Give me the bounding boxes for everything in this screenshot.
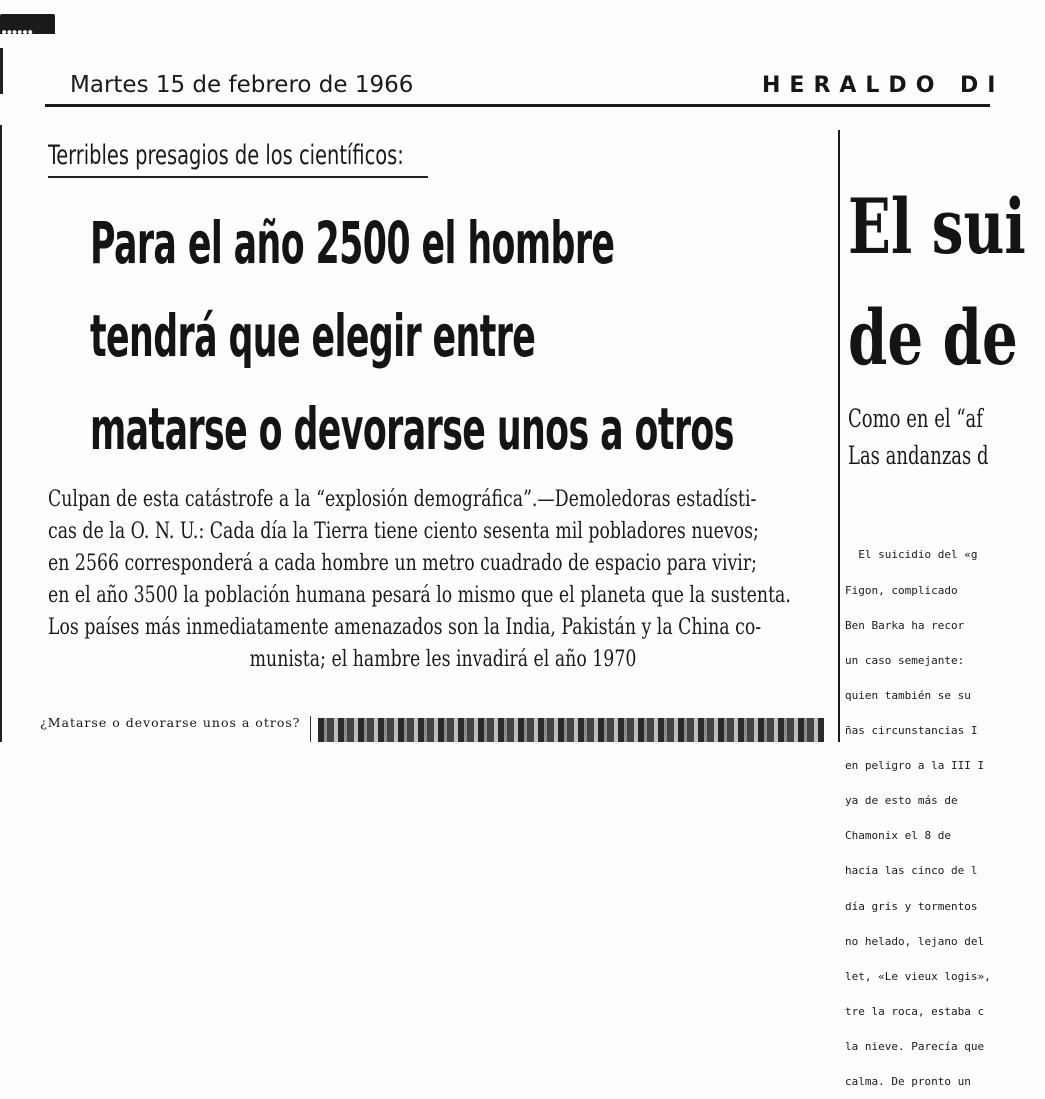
section-divider [838, 130, 840, 742]
side-body-line: let, «Le vieux logis», [845, 969, 991, 983]
side-body-line: en peligro a la III I [845, 759, 985, 773]
side-body-line: ya de esto más de [845, 794, 965, 808]
margin-tick [0, 48, 3, 94]
side-body-line: un caso semejante: [845, 653, 965, 667]
deck-line-2: cas de la O. N. U.: Cada día la Tierra tiene ciento sesenta mil pobladores nuevos; [48, 518, 759, 544]
left-edge-rule [0, 125, 2, 742]
side-deck-line-1: Como en el “af [848, 404, 983, 433]
side-body-line: quien también se su [845, 688, 971, 702]
side-body-line: no helado, lejano del [845, 934, 985, 948]
side-body-line: calma. De pronto un [845, 1075, 971, 1089]
deck-line-3: en 2566 corresponderá a cada hombre un metro cuadrado de espacio para vivir; [48, 550, 757, 576]
side-headline-line-1: El sui [848, 182, 1026, 271]
side-body-line: tre la roca, estaba c [845, 1004, 985, 1018]
side-body-line: hacia las cinco de l [845, 864, 978, 878]
deck-line-1: Culpan de esta catástrofe a la “explosión demográfica”.—Demoledoras estadísti- [48, 486, 757, 512]
deck-line-4: en el año 3500 la población humana pesará lo mismo que el planeta que la sustenta. [48, 582, 791, 608]
side-body-line: Ben Barka ha recor [845, 618, 965, 632]
masthead-rule [45, 104, 990, 107]
headline-line-2: tendrá que elegir entre [90, 302, 536, 370]
side-body-line: día gris y tormentos [845, 899, 978, 913]
side-headline-line-2: de de [848, 293, 1018, 382]
column-divider [310, 716, 311, 742]
side-body-line: Figon, complicado [845, 583, 958, 597]
deck-line-5: Los países más inmediatamente amenazados son la India, Pakistán y la China co- [48, 614, 762, 640]
article-photo [318, 718, 824, 742]
headline-line-1: Para el año 2500 el hombre [90, 209, 615, 277]
article-kicker: Terribles presagios de los científicos: [48, 140, 404, 171]
kicker-underline [48, 176, 428, 178]
side-deck-line-2: Las andanzas d [848, 441, 989, 470]
article-deck [48, 483, 838, 675]
masthead-date: Martes 15 de febrero de 1966 [70, 72, 414, 98]
headline-line-3: matarse o devorarse unos a otros [90, 395, 734, 463]
masthead-paper-name: HERALDO DI [762, 73, 1005, 98]
deck-line-6: munista; el hambre les invadirá el año 1970 [249, 646, 637, 672]
side-article-body [845, 526, 1045, 1099]
side-body-line: Chamonix el 8 de [845, 829, 958, 843]
side-body-line: El suicidio del «g [845, 548, 978, 562]
side-body-line: ñas circunstancias I [845, 723, 978, 737]
side-body-line: la nieve. Parecía que [845, 1039, 985, 1053]
article-body-start: ¿Matarse o devorarse unos a otros? [40, 715, 301, 730]
corner-dots: ●●●●●● [2, 28, 34, 36]
